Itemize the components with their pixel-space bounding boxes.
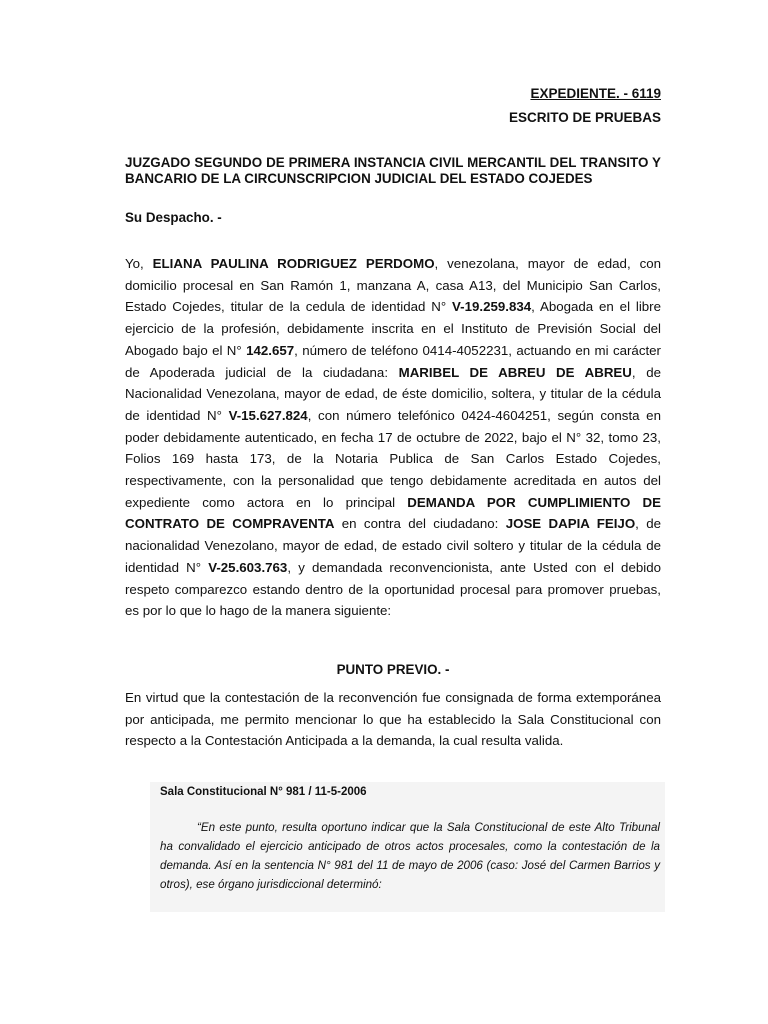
expediente-number: EXPEDIENTE. - 6119	[530, 86, 661, 101]
defendant-id: V-25.603.763	[208, 559, 288, 575]
text-segment: , Abogada en el libre ejercicio de la profesión, debidamente inscrita en el Instituto de Previsión Social del Abogado bajo el N°	[125, 299, 661, 358]
quote-title: Sala Constitucional N° 981 / 11-5-2006	[160, 786, 367, 798]
punto-previo-paragraph: En virtud que la contestación de la reconvención fue consignada de forma extemporánea por anticipada, me permito mencionar lo que ha establecido la Sala Constitucional con respecto a la Contestación Anticipada a la demanda, la cual resulta valida.	[125, 690, 661, 749]
demand-type: DEMANDA POR CUMPLIMIENTO DE CONTRATO DE COMPRAVENTA	[125, 494, 661, 532]
client-name: MARIBEL DE ABREU DE ABREU	[398, 364, 632, 380]
quote-text: “En este punto, resulta oportuno indicar que la Sala Constitucional de este Alto Tribunal ha convalidado el ejercicio anticipado de otros actos procesales, como la contestación de la demanda. Así en la sentencia N° 981 del 11 de mayo de 2006 (caso: José del Carmen Barrios y otros), ese órgano jurisdiccional determinó:	[160, 821, 660, 891]
text-segment: Yo,	[125, 256, 153, 271]
section-heading-punto-previo: PUNTO PREVIO. -	[336, 662, 450, 677]
text-segment: , número de teléfono 0414-4052231, actuando en mi carácter de Apoderada judicial de la ciudadana:	[125, 342, 661, 380]
jurisprudence-quote	[150, 782, 665, 912]
document-type: ESCRITO DE PRUEBAS	[508, 110, 661, 125]
court-name: JUZGADO SEGUNDO DE PRIMERA INSTANCIA CIVIL MERCANTIL DEL TRANSITO Y BANCARIO DE LA CIRCUNSCRIPCION JUDICIAL DEL ESTADO COJEDES	[125, 155, 661, 186]
text-segment: , con número telefónico 0424-4604251, según consta en poder debidamente autenticado, en fecha 17 de octubre de 2022, bajo el N° 32, tomo 23, Folios 169 hasta 173, de la Notaria Publica de San Carlos Estado Cojedes, respectivamente, con la personalidad que tengo debidamente acreditada en autos del expediente como actora en lo principal	[125, 407, 661, 510]
client-id: V-15.627.824	[228, 407, 308, 423]
text-segment: , de nacionalidad Venezolano, mayor de edad, de estado civil soltero y titular de la cédula de identidad N°	[125, 516, 661, 575]
attorney-id: V-19.259.834	[452, 299, 532, 315]
salutation: Su Despacho. -	[125, 210, 222, 225]
text-segment: , de Nacionalidad Venezolana, mayor de edad, de éste domicilio, soltera, y titular de la cédula de identidad N°	[125, 364, 661, 423]
text-segment: en contra del ciudadano:	[334, 516, 506, 532]
intro-paragraph	[125, 253, 661, 622]
text-segment: , venezolana, mayor de edad, con domicilio procesal en San Ramón 1, manzana A, casa A13, del Municipio San Carlos, Estado Cojedes, titular de la cedula de identidad N°	[125, 256, 662, 315]
attorney-name: ELIANA PAULINA RODRIGUEZ PERDOMO	[152, 256, 435, 271]
defendant-name: JOSE DAPIA FEIJO	[505, 516, 636, 532]
ipsa-number: 142.657	[246, 342, 295, 358]
text-segment: , y demandada reconvencionista, ante Usted con el debido respeto comparezco estando dentro de la oportunidad procesal para promover pruebas, es por lo que lo hago de la manera siguiente:	[125, 559, 661, 619]
